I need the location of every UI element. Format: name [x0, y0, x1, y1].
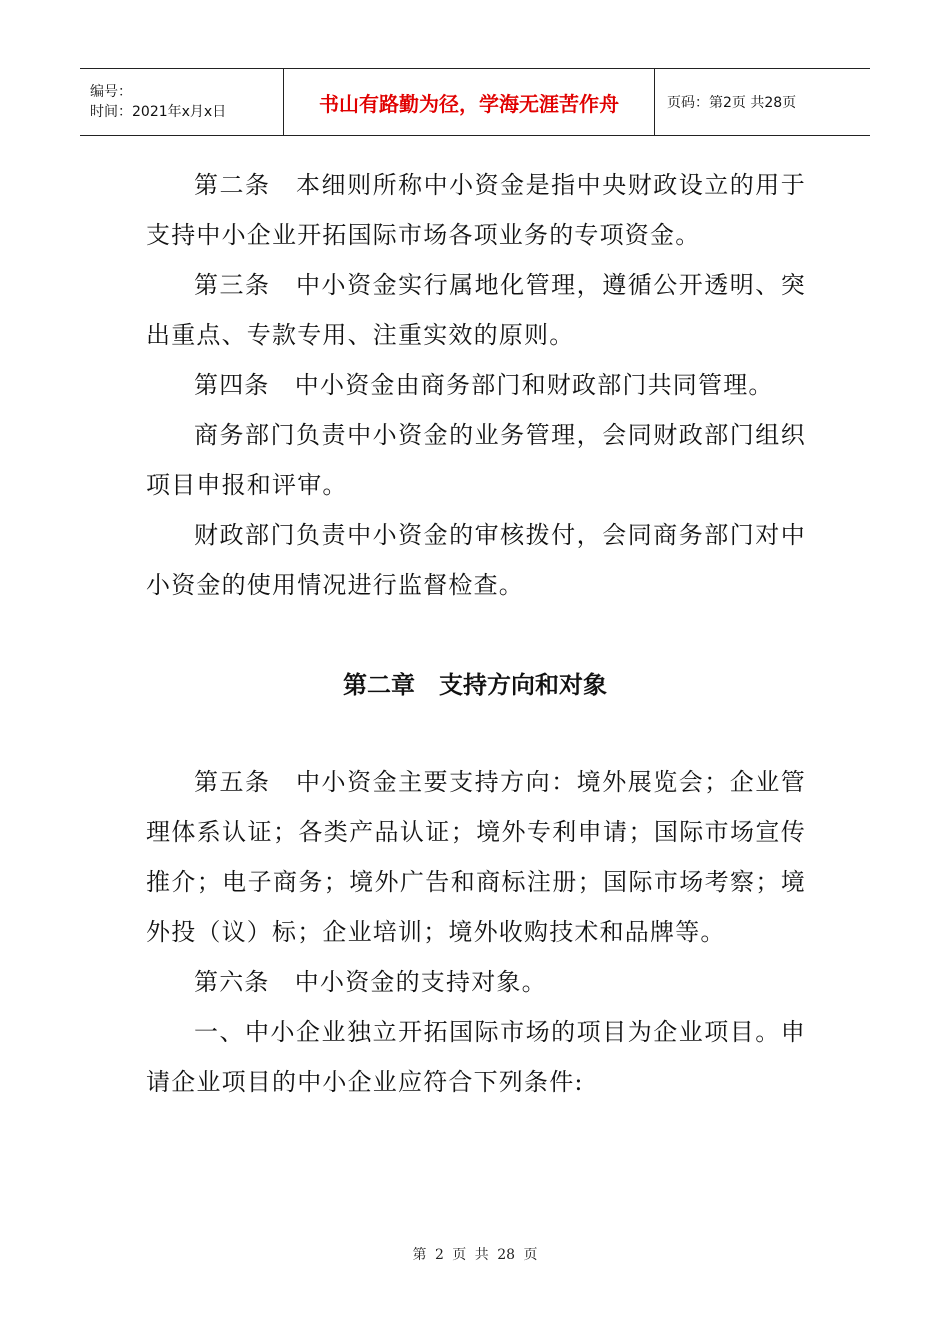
- article-paragraph: 第五条 中小资金主要支持方向：境外展览会；企业管理体系认证；各类产品认证；境外专利申请；国际市场宣传推介；电子商务；境外广告和商标注册；国际市场考察；境外投（议）标；企业培训；境外收购技术和品牌等。: [146, 768, 806, 946]
- document-number-label: 编号：: [90, 84, 132, 100]
- article-paragraph: 商务部门负责中小资金的业务管理，会同财政部门组织项目申报和评审。: [146, 421, 806, 499]
- article-paragraph: 一、中小企业独立开拓国际市场的项目为企业项目。申请企业项目的中小企业应符合下列条件:: [146, 1018, 806, 1096]
- document-time: 时间：2021年x月x日: [90, 104, 227, 120]
- article-paragraph: 第六条 中小资金的支持对象。: [194, 968, 547, 996]
- chapter-title: 第二章 支持方向和对象: [343, 671, 607, 699]
- page-footer: 第 2 页 共 28 页: [412, 1247, 538, 1263]
- header-page-info: [655, 69, 870, 135]
- article-section-1: [146, 160, 806, 610]
- article-paragraph: 财政部门负责中小资金的审核拨付，会同商务部门对中小资金的使用情况进行监督检查。: [146, 521, 806, 599]
- page-header: [80, 68, 870, 136]
- motto-text: 书山有路勤为径，学海无涯苦作舟: [319, 91, 619, 116]
- header-motto: [283, 69, 655, 135]
- page-info-text: 页码：第2页 共28页: [667, 95, 797, 111]
- header-meta: [80, 69, 283, 135]
- article-paragraph: 第四条 中小资金由商务部门和财政部门共同管理。: [194, 371, 774, 399]
- article-paragraph: 第二条 本细则所称中小资金是指中央财政设立的用于支持中小企业开拓国际市场各项业务的专项资金。: [146, 171, 806, 249]
- article-section-2: [146, 757, 806, 1107]
- article-paragraph: 第三条 中小资金实行属地化管理，遵循公开透明、突出重点、专款专用、注重实效的原则。: [146, 271, 806, 349]
